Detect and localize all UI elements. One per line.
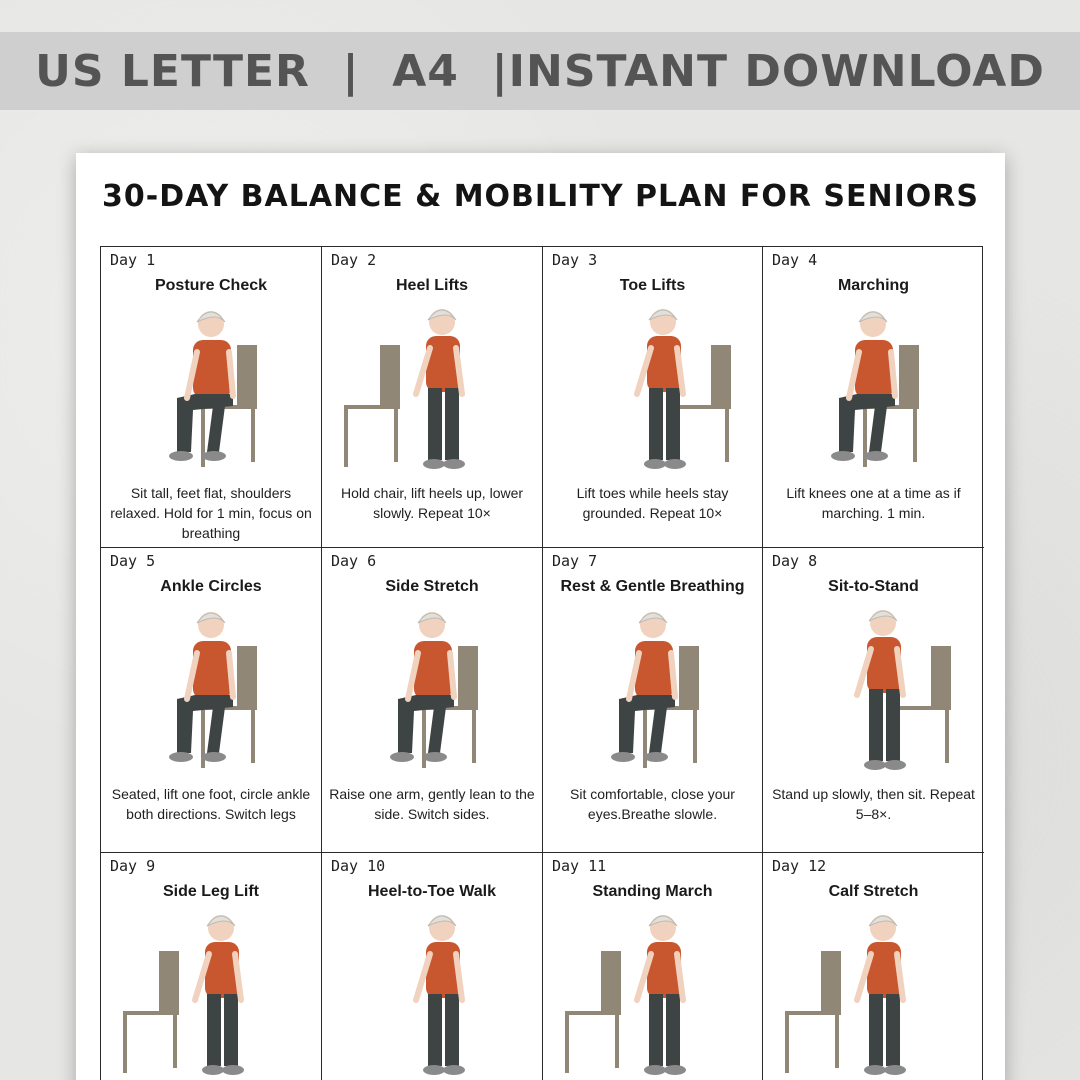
exercise-description: Lift knees one at a time as if marching. 1 min.	[786, 485, 961, 521]
exercise-description: Stand up slowly, then sit. Repeat 5–8×.	[772, 786, 975, 822]
day-cell	[763, 853, 984, 1080]
day-grid	[100, 246, 983, 1080]
day-cell	[322, 853, 543, 1080]
day-cell	[101, 548, 322, 853]
day-cell	[543, 853, 763, 1080]
exercise-title: Sit-to-Stand	[828, 578, 919, 595]
exercise-title: Heel-to-Toe Walk	[367, 883, 496, 900]
exercise-description: Raise one arm, gently lean to the side. Switch sides.	[329, 786, 535, 822]
day-label: Day 4	[772, 251, 818, 269]
day-label: Day 8	[772, 552, 818, 570]
exercise-title: Side Leg Lift	[163, 883, 259, 900]
day-cell	[101, 247, 322, 548]
day-label: Day 9	[110, 857, 156, 875]
day-label: Day 12	[772, 857, 827, 875]
exercise-description: Hold chair, lift heels up, lower slowly. Repeat 10×	[340, 485, 524, 521]
day-cell	[322, 548, 543, 853]
day-label: Day 3	[552, 251, 598, 269]
exercise-title: Calf Stretch	[828, 883, 919, 900]
exercise-title: Ankle Circles	[160, 578, 262, 595]
senior-heel-lift-icon	[342, 302, 522, 487]
exercise-title: Standing March	[592, 883, 713, 900]
day-cell	[543, 247, 763, 548]
exercise-description: Seated, lift one foot, circle ankle both directions. Switch legs	[111, 786, 311, 822]
format-banner	[0, 32, 1080, 110]
day-label: Day 6	[331, 552, 377, 570]
day-cell	[763, 548, 984, 853]
exercise-title: Posture Check	[154, 277, 268, 294]
senior-side-leg-lift-icon	[121, 908, 301, 1080]
day-label: Day 2	[331, 251, 377, 269]
senior-calf-stretch-icon	[783, 908, 963, 1080]
exercise-description: Sit tall, feet flat, shoulders relaxed. Hold for 1 min, focus on breathing	[110, 485, 312, 541]
day-label: Day 11	[552, 857, 607, 875]
plan-sheet	[76, 153, 1005, 1080]
day-cell	[543, 548, 763, 853]
day-label: Day 1	[110, 251, 156, 269]
exercise-title: Toe Lifts	[619, 277, 686, 294]
format-banner-text: US LETTER | A4 |INSTANT DOWNLOAD	[35, 45, 1045, 97]
exercise-description: Lift toes while heels stay grounded. Repeat 10×	[576, 485, 729, 521]
exercise-title: Marching	[837, 277, 910, 294]
day-label: Day 10	[331, 857, 386, 875]
senior-ankle-circle-icon	[121, 603, 301, 788]
senior-heel-toe-walk-icon	[342, 908, 522, 1080]
senior-sit-to-stand-icon	[783, 603, 963, 788]
senior-toe-lift-icon	[563, 302, 743, 487]
exercise-description: Sit comfortable, close your eyes.Breathe slowle.	[570, 786, 735, 822]
senior-side-stretch-icon	[342, 603, 522, 788]
exercise-title: Heel Lifts	[395, 277, 468, 294]
senior-seated-posture-icon	[121, 302, 301, 487]
day-label: Day 7	[552, 552, 598, 570]
exercise-title: Side Stretch	[385, 578, 479, 595]
day-cell	[322, 247, 543, 548]
day-cell	[101, 853, 322, 1080]
exercise-title: Rest & Gentle Breathing	[560, 578, 745, 595]
senior-standing-march-icon	[563, 908, 743, 1080]
plan-title: 30-DAY BALANCE & MOBILITY PLAN FOR SENIORS	[102, 179, 979, 214]
senior-seated-march-icon	[783, 302, 963, 487]
day-label: Day 5	[110, 552, 156, 570]
senior-breathing-icon	[563, 603, 743, 788]
day-cell	[763, 247, 984, 548]
